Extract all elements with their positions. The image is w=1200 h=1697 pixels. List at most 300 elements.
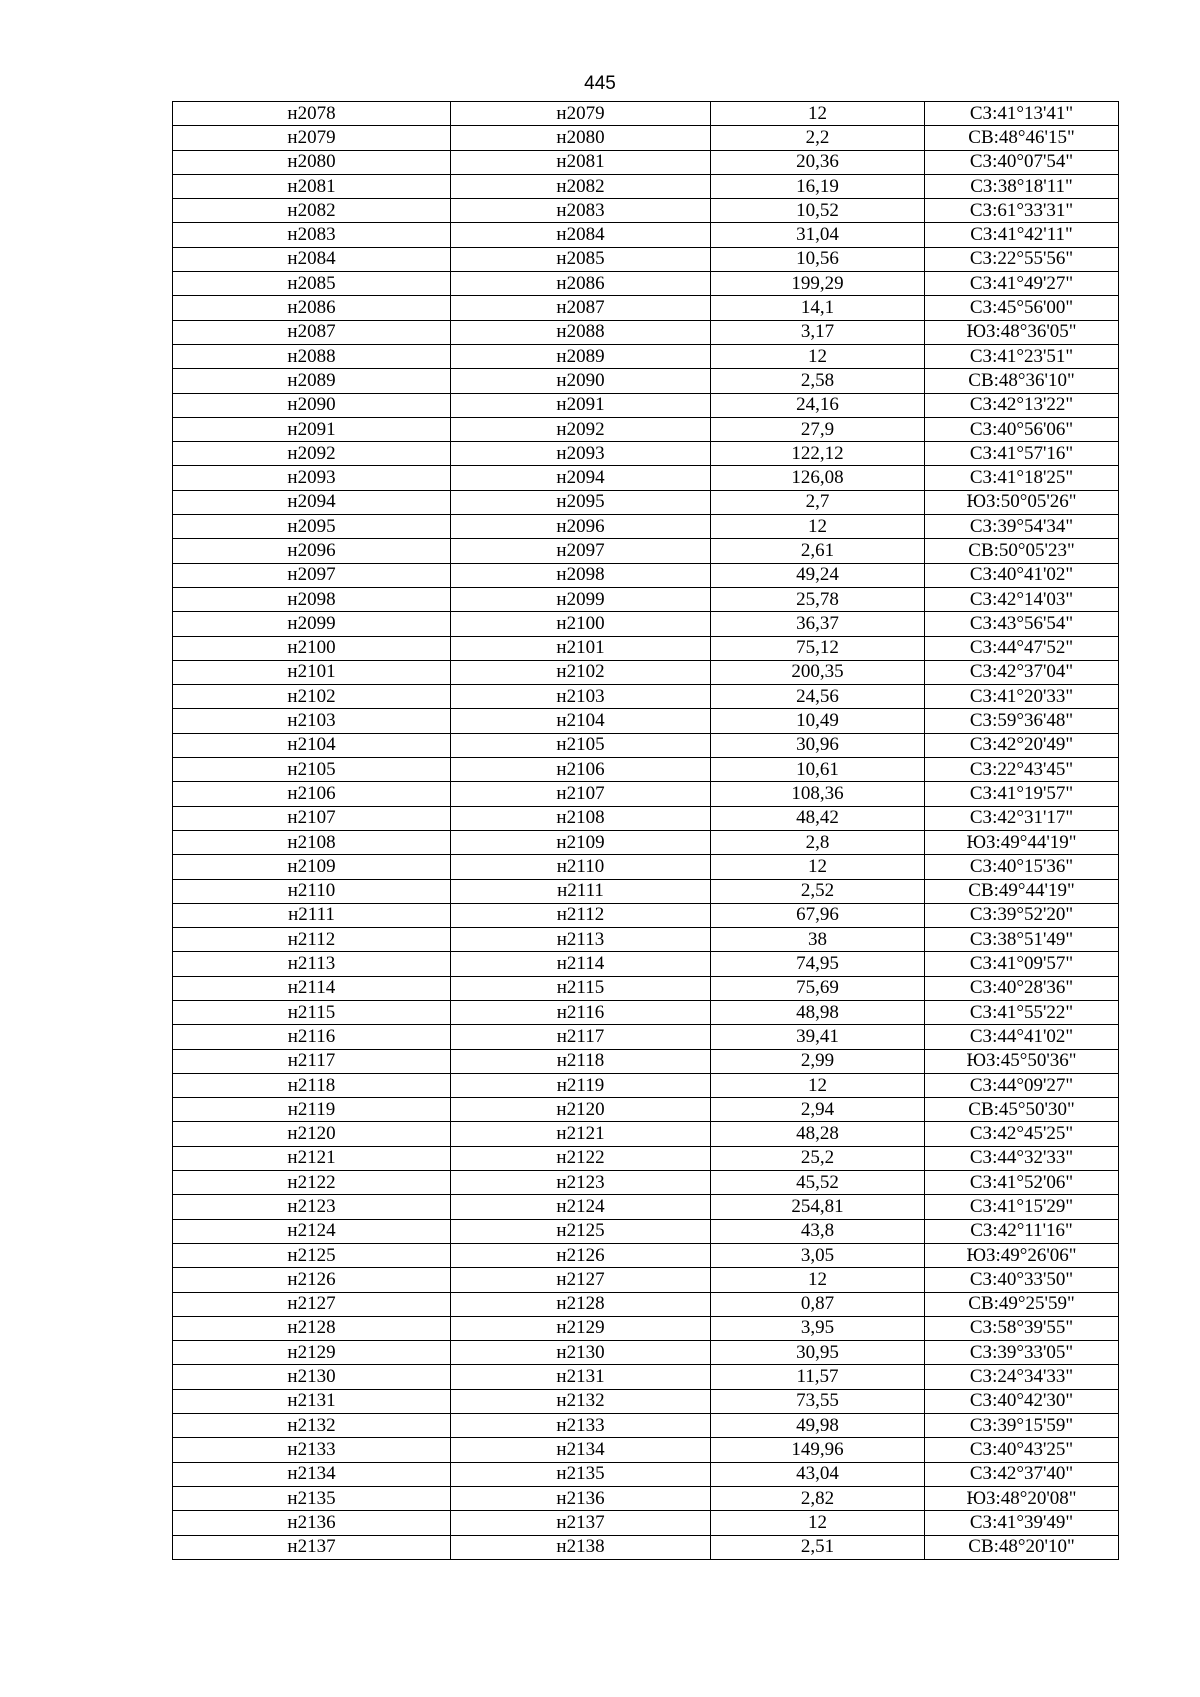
- from-point-cell: н2134: [173, 1462, 451, 1486]
- length-cell: 39,41: [711, 1025, 925, 1049]
- length-cell: 12: [711, 1268, 925, 1292]
- length-cell: 73,55: [711, 1389, 925, 1413]
- to-point-cell: н2090: [451, 369, 711, 393]
- length-cell: 12: [711, 515, 925, 539]
- table-row: [173, 1438, 1119, 1462]
- to-point-cell: н2092: [451, 417, 711, 441]
- to-point-cell: н2100: [451, 612, 711, 636]
- from-point-cell: н2133: [173, 1438, 451, 1462]
- length-cell: 49,24: [711, 563, 925, 587]
- bearing-cell: СЗ:41°57'16": [925, 442, 1119, 466]
- page-number: 445: [584, 73, 616, 94]
- bearing-cell: СЗ:40°15'36": [925, 855, 1119, 879]
- length-cell: 30,96: [711, 733, 925, 757]
- bearing-cell: СВ:49°25'59": [925, 1292, 1119, 1316]
- bearing-cell: ЮЗ:49°26'06": [925, 1243, 1119, 1267]
- from-point-cell: н2129: [173, 1341, 451, 1365]
- table-row: [173, 1146, 1119, 1170]
- length-cell: 74,95: [711, 952, 925, 976]
- from-point-cell: н2105: [173, 758, 451, 782]
- length-cell: 12: [711, 1511, 925, 1535]
- table-row: [173, 102, 1119, 126]
- table-row: [173, 806, 1119, 830]
- from-point-cell: н2108: [173, 830, 451, 854]
- to-point-cell: н2115: [451, 976, 711, 1000]
- to-point-cell: н2118: [451, 1049, 711, 1073]
- table-row: [173, 466, 1119, 490]
- table-row: [173, 1000, 1119, 1024]
- bearing-cell: СЗ:39°52'20": [925, 903, 1119, 927]
- to-point-cell: н2093: [451, 442, 711, 466]
- table-row: [173, 685, 1119, 709]
- from-point-cell: н2088: [173, 344, 451, 368]
- to-point-cell: н2083: [451, 199, 711, 223]
- length-cell: 12: [711, 855, 925, 879]
- table-row: [173, 928, 1119, 952]
- bearing-cell: СЗ:39°15'59": [925, 1414, 1119, 1438]
- bearing-cell: СЗ:38°51'49": [925, 928, 1119, 952]
- table-row: [173, 976, 1119, 1000]
- from-point-cell: н2109: [173, 855, 451, 879]
- from-point-cell: н2086: [173, 296, 451, 320]
- from-point-cell: н2135: [173, 1486, 451, 1510]
- to-point-cell: н2102: [451, 660, 711, 684]
- bearing-cell: СЗ:42°13'22": [925, 393, 1119, 417]
- bearing-cell: СЗ:42°37'40": [925, 1462, 1119, 1486]
- length-cell: 2,61: [711, 539, 925, 563]
- bearing-cell: СЗ:42°20'49": [925, 733, 1119, 757]
- from-point-cell: н2095: [173, 515, 451, 539]
- bearing-cell: ЮЗ:45°50'36": [925, 1049, 1119, 1073]
- length-cell: 3,17: [711, 320, 925, 344]
- to-point-cell: н2138: [451, 1535, 711, 1559]
- from-point-cell: н2112: [173, 928, 451, 952]
- table-row: [173, 393, 1119, 417]
- length-cell: 45,52: [711, 1171, 925, 1195]
- bearing-cell: СЗ:41°49'27": [925, 272, 1119, 296]
- table-row: [173, 1195, 1119, 1219]
- table-body: [173, 102, 1119, 1560]
- to-point-cell: н2087: [451, 296, 711, 320]
- to-point-cell: н2124: [451, 1195, 711, 1219]
- table-row: [173, 515, 1119, 539]
- bearing-cell: СЗ:40°56'06": [925, 417, 1119, 441]
- bearing-cell: СВ:48°46'15": [925, 126, 1119, 150]
- length-cell: 48,42: [711, 806, 925, 830]
- to-point-cell: н2094: [451, 466, 711, 490]
- table-row: [173, 223, 1119, 247]
- from-point-cell: н2093: [173, 466, 451, 490]
- length-cell: 75,12: [711, 636, 925, 660]
- table-row: [173, 272, 1119, 296]
- to-point-cell: н2123: [451, 1171, 711, 1195]
- from-point-cell: н2092: [173, 442, 451, 466]
- to-point-cell: н2097: [451, 539, 711, 563]
- to-point-cell: н2099: [451, 587, 711, 611]
- bearing-cell: СЗ:59°36'48": [925, 709, 1119, 733]
- to-point-cell: н2081: [451, 150, 711, 174]
- table-row: [173, 1219, 1119, 1243]
- bearing-cell: СЗ:40°33'50": [925, 1268, 1119, 1292]
- bearing-cell: СЗ:42°14'03": [925, 587, 1119, 611]
- table-row: [173, 539, 1119, 563]
- bearing-cell: СЗ:61°33'31": [925, 199, 1119, 223]
- to-point-cell: н2127: [451, 1268, 711, 1292]
- length-cell: 14,1: [711, 296, 925, 320]
- to-point-cell: н2098: [451, 563, 711, 587]
- length-cell: 36,37: [711, 612, 925, 636]
- length-cell: 75,69: [711, 976, 925, 1000]
- table-row: [173, 150, 1119, 174]
- to-point-cell: н2103: [451, 685, 711, 709]
- from-point-cell: н2100: [173, 636, 451, 660]
- table-row: [173, 952, 1119, 976]
- to-point-cell: н2108: [451, 806, 711, 830]
- table-row: [173, 296, 1119, 320]
- table-row: [173, 1462, 1119, 1486]
- to-point-cell: н2110: [451, 855, 711, 879]
- from-point-cell: н2111: [173, 903, 451, 927]
- length-cell: 2,51: [711, 1535, 925, 1559]
- to-point-cell: н2109: [451, 830, 711, 854]
- to-point-cell: н2121: [451, 1122, 711, 1146]
- table-row: [173, 1486, 1119, 1510]
- to-point-cell: н2080: [451, 126, 711, 150]
- length-cell: 126,08: [711, 466, 925, 490]
- length-cell: 10,49: [711, 709, 925, 733]
- table-row: [173, 758, 1119, 782]
- length-cell: 199,29: [711, 272, 925, 296]
- length-cell: 3,95: [711, 1316, 925, 1340]
- to-point-cell: н2091: [451, 393, 711, 417]
- from-point-cell: н2120: [173, 1122, 451, 1146]
- from-point-cell: н2091: [173, 417, 451, 441]
- table-row: [173, 369, 1119, 393]
- bearing-cell: СЗ:40°42'30": [925, 1389, 1119, 1413]
- from-point-cell: н2084: [173, 247, 451, 271]
- bearing-cell: ЮЗ:49°44'19": [925, 830, 1119, 854]
- table-row: [173, 1341, 1119, 1365]
- bearing-cell: СЗ:24°34'33": [925, 1365, 1119, 1389]
- bearing-cell: СЗ:42°45'25": [925, 1122, 1119, 1146]
- to-point-cell: н2086: [451, 272, 711, 296]
- length-cell: 31,04: [711, 223, 925, 247]
- length-cell: 10,52: [711, 199, 925, 223]
- bearing-cell: СВ:48°36'10": [925, 369, 1119, 393]
- table-row: [173, 1316, 1119, 1340]
- from-point-cell: н2132: [173, 1414, 451, 1438]
- to-point-cell: н2114: [451, 952, 711, 976]
- table-row: [173, 1122, 1119, 1146]
- bearing-cell: СЗ:22°43'45": [925, 758, 1119, 782]
- length-cell: 16,19: [711, 174, 925, 198]
- from-point-cell: н2098: [173, 587, 451, 611]
- length-cell: 200,35: [711, 660, 925, 684]
- length-cell: 20,36: [711, 150, 925, 174]
- to-point-cell: н2095: [451, 490, 711, 514]
- from-point-cell: н2080: [173, 150, 451, 174]
- table-row: [173, 247, 1119, 271]
- length-cell: 43,8: [711, 1219, 925, 1243]
- to-point-cell: н2082: [451, 174, 711, 198]
- length-cell: 2,99: [711, 1049, 925, 1073]
- length-cell: 30,95: [711, 1341, 925, 1365]
- bearing-cell: СЗ:40°41'02": [925, 563, 1119, 587]
- from-point-cell: н2097: [173, 563, 451, 587]
- to-point-cell: н2104: [451, 709, 711, 733]
- to-point-cell: н2112: [451, 903, 711, 927]
- bearing-cell: СВ:48°20'10": [925, 1535, 1119, 1559]
- length-cell: 2,8: [711, 830, 925, 854]
- bearing-cell: СЗ:44°47'52": [925, 636, 1119, 660]
- bearing-cell: СЗ:41°23'51": [925, 344, 1119, 368]
- table-row: [173, 1365, 1119, 1389]
- from-point-cell: н2087: [173, 320, 451, 344]
- bearing-cell: СЗ:41°52'06": [925, 1171, 1119, 1195]
- length-cell: 2,82: [711, 1486, 925, 1510]
- bearing-cell: СЗ:41°39'49": [925, 1511, 1119, 1535]
- to-point-cell: н2107: [451, 782, 711, 806]
- from-point-cell: н2116: [173, 1025, 451, 1049]
- to-point-cell: н2122: [451, 1146, 711, 1170]
- from-point-cell: н2128: [173, 1316, 451, 1340]
- from-point-cell: н2130: [173, 1365, 451, 1389]
- table-row: [173, 1511, 1119, 1535]
- to-point-cell: н2134: [451, 1438, 711, 1462]
- table-row: [173, 1535, 1119, 1559]
- from-point-cell: н2102: [173, 685, 451, 709]
- to-point-cell: н2120: [451, 1098, 711, 1122]
- from-point-cell: н2122: [173, 1171, 451, 1195]
- to-point-cell: н2133: [451, 1414, 711, 1438]
- table-row: [173, 1171, 1119, 1195]
- length-cell: 48,28: [711, 1122, 925, 1146]
- to-point-cell: н2126: [451, 1243, 711, 1267]
- to-point-cell: н2117: [451, 1025, 711, 1049]
- bearing-cell: СЗ:44°32'33": [925, 1146, 1119, 1170]
- from-point-cell: н2127: [173, 1292, 451, 1316]
- bearing-cell: СЗ:22°55'56": [925, 247, 1119, 271]
- bearing-cell: ЮЗ:50°05'26": [925, 490, 1119, 514]
- length-cell: 2,2: [711, 126, 925, 150]
- to-point-cell: н2129: [451, 1316, 711, 1340]
- to-point-cell: н2111: [451, 879, 711, 903]
- length-cell: 2,7: [711, 490, 925, 514]
- from-point-cell: н2117: [173, 1049, 451, 1073]
- table-row: [173, 587, 1119, 611]
- to-point-cell: н2105: [451, 733, 711, 757]
- to-point-cell: н2101: [451, 636, 711, 660]
- table-row: [173, 417, 1119, 441]
- from-point-cell: н2126: [173, 1268, 451, 1292]
- bearing-cell: СЗ:44°41'02": [925, 1025, 1119, 1049]
- table-row: [173, 636, 1119, 660]
- from-point-cell: н2085: [173, 272, 451, 296]
- from-point-cell: н2137: [173, 1535, 451, 1559]
- to-point-cell: н2137: [451, 1511, 711, 1535]
- length-cell: 67,96: [711, 903, 925, 927]
- from-point-cell: н2106: [173, 782, 451, 806]
- from-point-cell: н2089: [173, 369, 451, 393]
- bearing-cell: СЗ:41°09'57": [925, 952, 1119, 976]
- length-cell: 2,52: [711, 879, 925, 903]
- table-row: [173, 660, 1119, 684]
- from-point-cell: н2099: [173, 612, 451, 636]
- to-point-cell: н2116: [451, 1000, 711, 1024]
- table-row: [173, 733, 1119, 757]
- from-point-cell: н2136: [173, 1511, 451, 1535]
- to-point-cell: н2130: [451, 1341, 711, 1365]
- table-row: [173, 320, 1119, 344]
- bearing-cell: СЗ:40°07'54": [925, 150, 1119, 174]
- length-cell: 149,96: [711, 1438, 925, 1462]
- bearing-cell: СЗ:40°28'36": [925, 976, 1119, 1000]
- from-point-cell: н2081: [173, 174, 451, 198]
- bearing-cell: СЗ:40°43'25": [925, 1438, 1119, 1462]
- bearing-cell: ЮЗ:48°36'05": [925, 320, 1119, 344]
- from-point-cell: н2078: [173, 102, 451, 126]
- from-point-cell: н2082: [173, 199, 451, 223]
- to-point-cell: н2089: [451, 344, 711, 368]
- to-point-cell: н2119: [451, 1073, 711, 1097]
- bearing-cell: СЗ:45°56'00": [925, 296, 1119, 320]
- to-point-cell: н2096: [451, 515, 711, 539]
- from-point-cell: н2114: [173, 976, 451, 1000]
- table-row: [173, 709, 1119, 733]
- from-point-cell: н2124: [173, 1219, 451, 1243]
- bearing-cell: СЗ:44°09'27": [925, 1073, 1119, 1097]
- bearing-cell: СЗ:41°18'25": [925, 466, 1119, 490]
- from-point-cell: н2083: [173, 223, 451, 247]
- length-cell: 122,12: [711, 442, 925, 466]
- length-cell: 27,9: [711, 417, 925, 441]
- to-point-cell: н2125: [451, 1219, 711, 1243]
- length-cell: 48,98: [711, 1000, 925, 1024]
- from-point-cell: н2113: [173, 952, 451, 976]
- table-row: [173, 1049, 1119, 1073]
- from-point-cell: н2101: [173, 660, 451, 684]
- table-row: [173, 1268, 1119, 1292]
- from-point-cell: н2123: [173, 1195, 451, 1219]
- bearing-cell: СЗ:41°15'29": [925, 1195, 1119, 1219]
- from-point-cell: н2103: [173, 709, 451, 733]
- table-row: [173, 1389, 1119, 1413]
- length-cell: 12: [711, 1073, 925, 1097]
- length-cell: 11,57: [711, 1365, 925, 1389]
- table-row: [173, 174, 1119, 198]
- table-row: [173, 344, 1119, 368]
- table-row: [173, 563, 1119, 587]
- from-point-cell: н2107: [173, 806, 451, 830]
- length-cell: 12: [711, 102, 925, 126]
- table-row: [173, 1414, 1119, 1438]
- from-point-cell: н2115: [173, 1000, 451, 1024]
- table-row: [173, 1243, 1119, 1267]
- table-row: [173, 855, 1119, 879]
- length-cell: 24,16: [711, 393, 925, 417]
- boundary-points-table: [172, 101, 1119, 1560]
- from-point-cell: н2121: [173, 1146, 451, 1170]
- table-row: [173, 1025, 1119, 1049]
- bearing-cell: ЮЗ:48°20'08": [925, 1486, 1119, 1510]
- bearing-cell: СЗ:41°20'33": [925, 685, 1119, 709]
- bearing-cell: СЗ:43°56'54": [925, 612, 1119, 636]
- table-row: [173, 1292, 1119, 1316]
- bearing-cell: СЗ:39°33'05": [925, 1341, 1119, 1365]
- length-cell: 2,58: [711, 369, 925, 393]
- bearing-cell: СЗ:38°18'11": [925, 174, 1119, 198]
- to-point-cell: н2088: [451, 320, 711, 344]
- from-point-cell: н2096: [173, 539, 451, 563]
- to-point-cell: н2135: [451, 1462, 711, 1486]
- bearing-cell: СВ:50°05'23": [925, 539, 1119, 563]
- table-row: [173, 126, 1119, 150]
- bearing-cell: СЗ:41°55'22": [925, 1000, 1119, 1024]
- length-cell: 0,87: [711, 1292, 925, 1316]
- length-cell: 12: [711, 344, 925, 368]
- bearing-cell: СЗ:42°11'16": [925, 1219, 1119, 1243]
- from-point-cell: н2118: [173, 1073, 451, 1097]
- bearing-cell: СЗ:41°19'57": [925, 782, 1119, 806]
- table-row: [173, 442, 1119, 466]
- table-row: [173, 490, 1119, 514]
- to-point-cell: н2079: [451, 102, 711, 126]
- length-cell: 49,98: [711, 1414, 925, 1438]
- table-row: [173, 879, 1119, 903]
- bearing-cell: СЗ:58°39'55": [925, 1316, 1119, 1340]
- length-cell: 108,36: [711, 782, 925, 806]
- to-point-cell: н2131: [451, 1365, 711, 1389]
- to-point-cell: н2113: [451, 928, 711, 952]
- to-point-cell: н2128: [451, 1292, 711, 1316]
- to-point-cell: н2136: [451, 1486, 711, 1510]
- table-row: [173, 830, 1119, 854]
- to-point-cell: н2085: [451, 247, 711, 271]
- from-point-cell: н2079: [173, 126, 451, 150]
- from-point-cell: н2094: [173, 490, 451, 514]
- table-row: [173, 612, 1119, 636]
- length-cell: 254,81: [711, 1195, 925, 1219]
- table-row: [173, 903, 1119, 927]
- to-point-cell: н2084: [451, 223, 711, 247]
- length-cell: 3,05: [711, 1243, 925, 1267]
- to-point-cell: н2132: [451, 1389, 711, 1413]
- length-cell: 10,56: [711, 247, 925, 271]
- table-row: [173, 1073, 1119, 1097]
- length-cell: 2,94: [711, 1098, 925, 1122]
- from-point-cell: н2110: [173, 879, 451, 903]
- bearing-cell: СЗ:42°37'04": [925, 660, 1119, 684]
- length-cell: 10,61: [711, 758, 925, 782]
- bearing-cell: СЗ:41°13'41": [925, 102, 1119, 126]
- bearing-cell: СЗ:39°54'34": [925, 515, 1119, 539]
- from-point-cell: н2131: [173, 1389, 451, 1413]
- length-cell: 25,78: [711, 587, 925, 611]
- to-point-cell: н2106: [451, 758, 711, 782]
- length-cell: 43,04: [711, 1462, 925, 1486]
- length-cell: 38: [711, 928, 925, 952]
- table-row: [173, 199, 1119, 223]
- bearing-cell: СВ:45°50'30": [925, 1098, 1119, 1122]
- bearing-cell: СЗ:41°42'11": [925, 223, 1119, 247]
- table-row: [173, 1098, 1119, 1122]
- length-cell: 25,2: [711, 1146, 925, 1170]
- from-point-cell: н2090: [173, 393, 451, 417]
- from-point-cell: н2125: [173, 1243, 451, 1267]
- from-point-cell: н2119: [173, 1098, 451, 1122]
- table-row: [173, 782, 1119, 806]
- bearing-cell: СЗ:42°31'17": [925, 806, 1119, 830]
